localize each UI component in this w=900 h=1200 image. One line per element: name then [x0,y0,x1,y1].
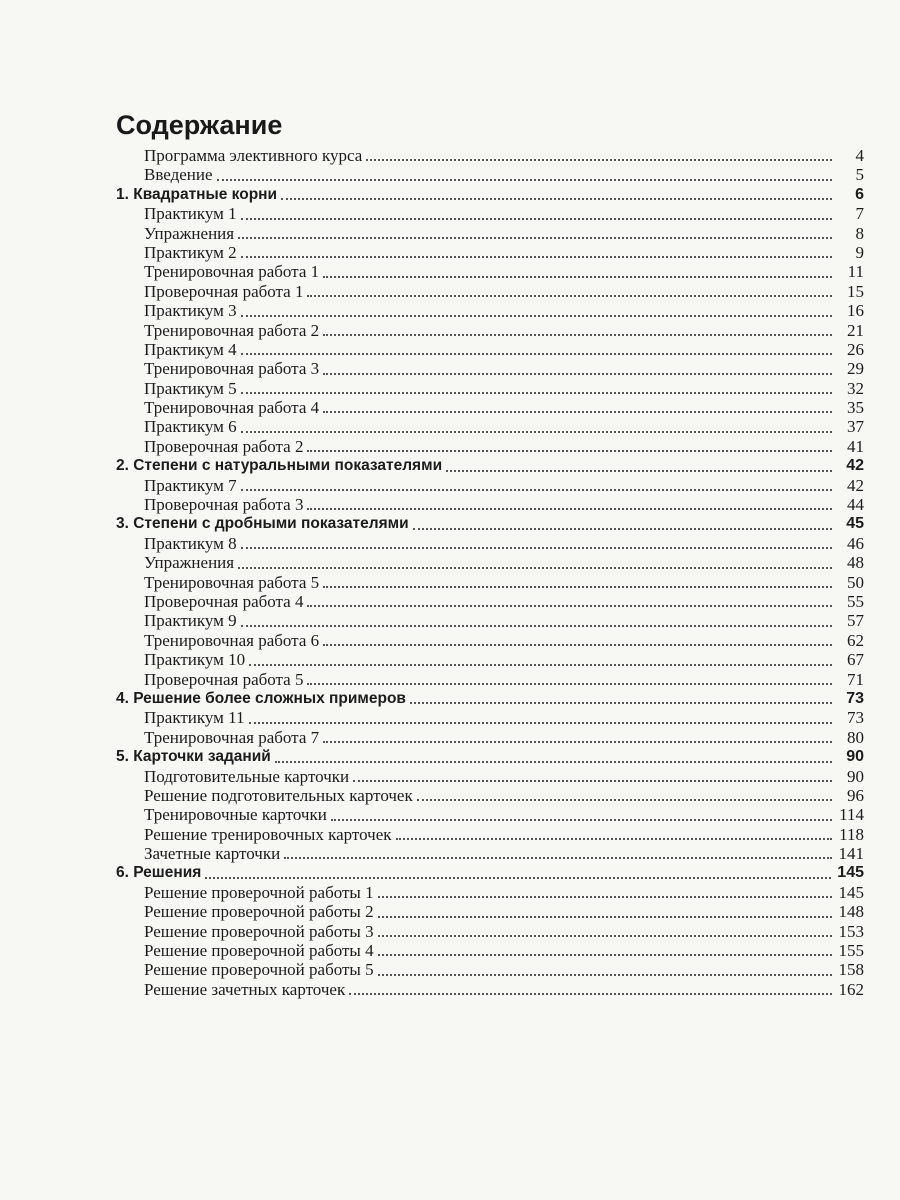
dot-leader [307,294,832,297]
toc-entry-label: Тренировочная работа 4 [144,398,320,418]
toc-entry [116,553,864,572]
toc-entry-page-number: 5 [855,165,864,185]
toc-entry-page-number: 6 [855,185,864,203]
dot-leader [410,701,832,704]
dot-leader [323,372,832,375]
dot-leader [281,197,832,200]
toc-entry-label: Зачетные карточки [144,844,281,864]
toc-entry-label: Тренировочные карточки [144,805,327,825]
toc-entry-page-number: 145 [838,882,864,902]
toc-entry-label: 5. Карточки заданий [116,748,271,766]
toc-entry-label: Тренировочная работа 6 [144,630,320,650]
toc-entry [116,573,864,592]
toc-entry-page-number: 41 [847,436,864,456]
toc-entry [116,786,864,805]
toc-entry-page-number: 155 [838,941,864,961]
dot-leader [349,992,832,995]
dot-leader [331,818,832,821]
toc-entry [116,631,864,650]
toc-entry [116,902,864,921]
toc-entry-label: Упражнения [144,223,235,243]
toc-entry [116,650,864,669]
toc-entry-label: Программа элективного курса [144,146,363,165]
toc-entry-label: Проверочная работа 5 [144,669,304,689]
dot-leader [323,275,832,278]
toc-entry-page-number: 7 [855,204,864,224]
dot-leader [241,488,832,491]
dot-leader [241,217,832,220]
toc-entry-label: Решение проверочной работы 1 [144,882,374,902]
toc-entry-page-number: 42 [847,475,864,495]
toc-entry [116,767,864,786]
toc-entry-page-number: 55 [847,591,864,611]
toc-entry [116,204,864,223]
toc-entry [116,417,864,436]
toc-entry-label: Решение проверочной работы 5 [144,960,374,980]
dot-leader [241,391,832,394]
toc-entry-page-number: 32 [847,378,864,398]
toc-entry-label: Тренировочная работа 1 [144,262,320,282]
toc-entry-page-number: 46 [847,533,864,553]
toc-entry-page-number: 67 [847,650,864,670]
dot-leader [307,507,832,510]
dot-leader [241,352,832,355]
dot-leader [378,953,832,956]
toc-entry [116,301,864,320]
toc-entry-page-number: 4 [855,146,864,165]
toc-entry-label: Практикум 3 [144,301,237,321]
toc-entry-page-number: 50 [847,572,864,592]
toc-entry-label: 6. Решения [116,864,202,882]
dot-leader [241,430,832,433]
toc-entry-label: Решение проверочной работы 2 [144,902,374,922]
toc-entry-label: Проверочная работа 2 [144,436,304,456]
dot-leader [217,178,832,181]
toc-entry-page-number: 8 [855,223,864,243]
dot-leader [323,410,832,413]
toc-entry-label: 2. Степени с натуральными показателями [116,457,443,475]
toc-entry-label: Проверочная работа 3 [144,495,304,515]
toc-entry-label: Практикум 1 [144,204,237,224]
toc-entry-page-number: 80 [847,727,864,747]
toc-entry [116,728,864,747]
dot-leader [307,682,832,685]
toc-entry [116,379,864,398]
toc-entry-page-number: 35 [847,398,864,418]
toc-entry-page-number: 11 [847,262,864,282]
toc-entry [116,224,864,243]
toc-entry [116,146,864,165]
toc-entry-page-number: 26 [847,339,864,359]
toc-section-entry [116,747,864,766]
dot-leader [275,760,832,763]
toc-entry-page-number: 15 [847,281,864,301]
toc-entry-page-number: 141 [838,844,864,864]
toc-entry-page-number: 162 [838,979,864,999]
toc-entry [116,592,864,611]
toc-entry-label: Упражнения [144,553,235,573]
toc-entry-page-number: 57 [847,611,864,631]
toc-entry-label: Тренировочная работа 3 [144,359,320,379]
toc-entry [116,883,864,902]
dot-leader [353,779,832,782]
toc-entry-page-number: 158 [838,960,864,980]
dot-leader [378,915,832,918]
dot-leader [241,624,832,627]
toc-entry-page-number: 42 [846,457,864,475]
toc-entry-label: Введение [144,165,213,185]
toc-entry-label: Решение проверочной работы 3 [144,921,374,941]
toc-entry-label: Практикум 8 [144,533,237,553]
toc-entry-page-number: 96 [847,785,864,805]
dot-leader [323,333,832,336]
dot-leader [238,566,832,569]
toc-entry-label: Тренировочная работа 7 [144,727,320,747]
toc-entry-label: Решение тренировочных карточек [144,824,392,844]
toc-entry-page-number: 90 [847,766,864,786]
toc-entry-label: Тренировочная работа 2 [144,320,320,340]
toc-entry-label: Практикум 2 [144,242,237,262]
toc-entry [116,165,864,184]
toc-entry [116,262,864,281]
toc-entry-label: Решение зачетных карточек [144,979,346,999]
toc-entry-page-number: 62 [847,630,864,650]
toc-entry [116,495,864,514]
toc-entry-page-number: 29 [847,359,864,379]
toc-entry-page-number: 21 [847,320,864,340]
toc-entry [116,960,864,979]
dot-leader [307,449,832,452]
dot-leader [241,255,832,258]
dot-leader [417,798,832,801]
toc-section-entry [116,185,864,204]
toc-entry-label: Практикум 10 [144,650,246,670]
toc-entry-page-number: 145 [837,864,864,882]
toc-entry [116,340,864,359]
table-of-contents [116,146,864,999]
toc-entry-label: 3. Степени с дробными показателями [116,515,409,533]
toc-entry-label: Проверочная работа 1 [144,281,304,301]
toc-entry-page-number: 114 [839,805,864,825]
toc-entry-page-number: 73 [846,689,864,707]
toc-entry [116,359,864,378]
toc-entry-page-number: 90 [846,748,864,766]
toc-entry-label: Тренировочная работа 5 [144,572,320,592]
toc-entry-label: Практикум 4 [144,339,237,359]
toc-entry [116,243,864,262]
dot-leader [205,876,831,879]
toc-entry-label: Практикум 6 [144,417,237,437]
dot-leader [249,663,832,666]
dot-leader [323,585,832,588]
toc-entry [116,980,864,999]
toc-section-entry [116,689,864,708]
toc-entry-label: Практикум 5 [144,378,237,398]
toc-entry-label: Практикум 11 [144,708,245,728]
dot-leader [378,934,832,937]
toc-entry-page-number: 45 [846,515,864,533]
toc-entry-page-number: 73 [847,708,864,728]
toc-entry-page-number: 71 [847,669,864,689]
dot-leader [323,740,832,743]
toc-entry-label: Решение подготовительных карточек [144,785,413,805]
dot-leader [241,546,832,549]
toc-entry [116,534,864,553]
toc-entry [116,941,864,960]
dot-leader [446,469,832,472]
toc-entry-page-number: 118 [839,824,864,844]
toc-entry [116,398,864,417]
toc-entry-label: Практикум 9 [144,611,237,631]
toc-section-entry [116,514,864,533]
toc-entry [116,670,864,689]
toc-entry-label: Подготовительные карточки [144,766,350,786]
toc-entry [116,282,864,301]
toc-entry-page-number: 148 [838,902,864,922]
toc-entry [116,922,864,941]
toc-entry [116,437,864,456]
toc-entry [116,611,864,630]
dot-leader [378,973,832,976]
dot-leader [284,856,832,859]
toc-entry [116,805,864,824]
toc-entry-page-number: 48 [847,553,864,573]
page-title: Содержание [116,110,283,140]
toc-entry-label: Решение проверочной работы 4 [144,941,374,961]
dot-leader [238,236,832,239]
dot-leader [323,643,832,646]
toc-entry-page-number: 44 [847,495,864,515]
dot-leader [307,604,832,607]
toc-entry [116,708,864,727]
toc-entry-page-number: 37 [847,417,864,437]
dot-leader [249,721,832,724]
toc-entry-label: 1. Квадратные корни [116,185,278,203]
dot-leader [366,158,832,161]
toc-entry-label: Практикум 7 [144,475,237,495]
toc-section-entry [116,456,864,475]
dot-leader [241,314,832,317]
toc-entry-label: Проверочная работа 4 [144,591,304,611]
toc-entry [116,825,864,844]
dot-leader [413,527,832,530]
toc-entry [116,321,864,340]
toc-entry-label: 4. Решение более сложных примеров [116,689,406,707]
toc-entry-page-number: 153 [838,921,864,941]
dot-leader [378,895,832,898]
toc-entry-page-number: 16 [847,301,864,321]
toc-entry-page-number: 9 [855,242,864,262]
toc-entry [116,476,864,495]
dot-leader [396,837,832,840]
toc-section-entry [116,863,864,882]
toc-entry [116,844,864,863]
